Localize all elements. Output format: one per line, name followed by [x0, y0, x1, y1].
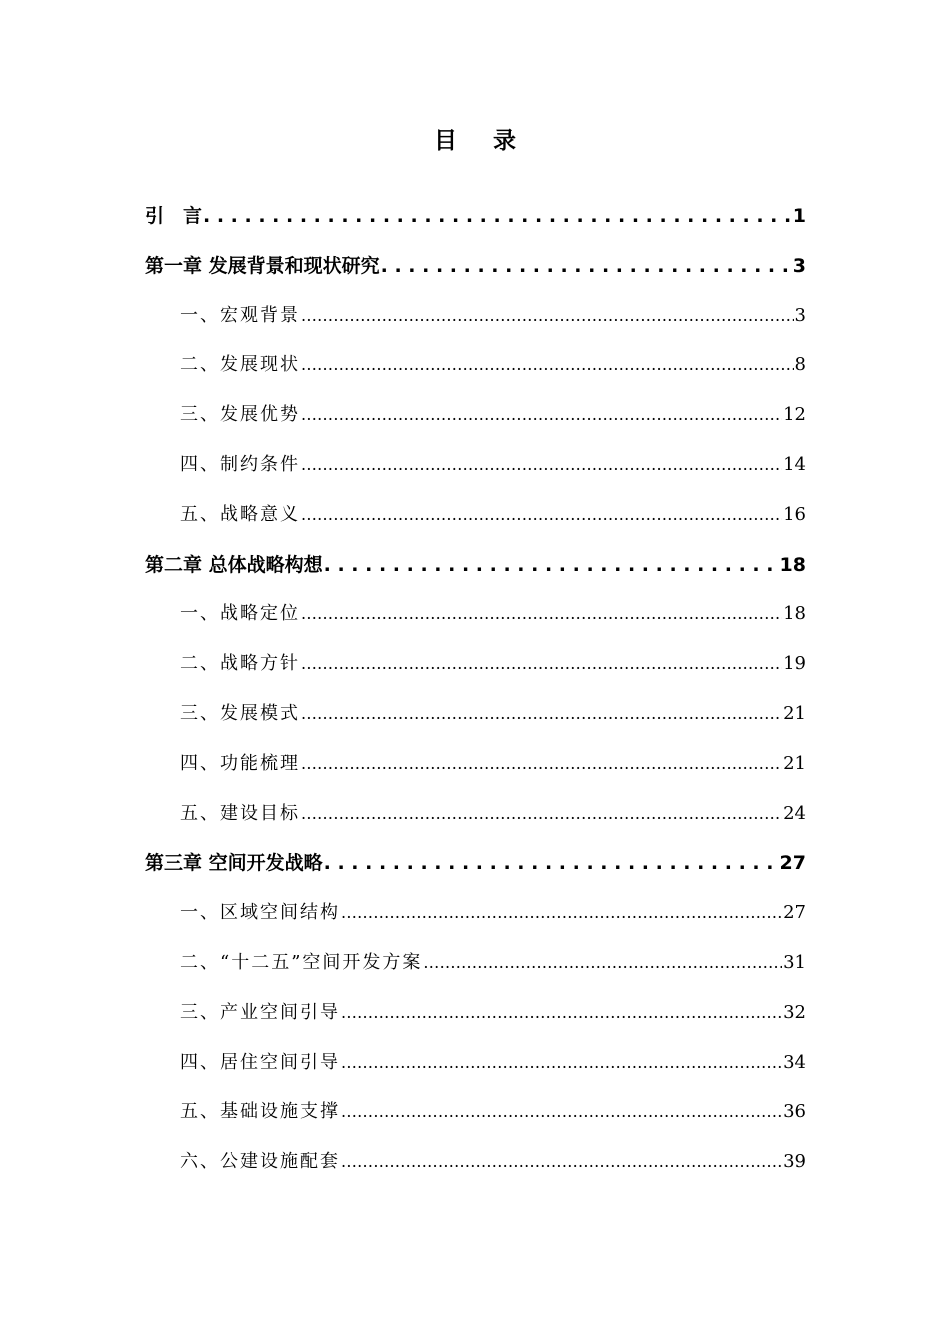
toc-entry-label: 五、建设目标 [180, 802, 300, 824]
toc-page-number: 18 [783, 603, 806, 625]
toc-page-number: 32 [783, 1001, 806, 1023]
table-of-contents [145, 199, 806, 1195]
toc-chapter-entry[interactable] [145, 249, 806, 299]
toc-dot-leader [203, 199, 792, 233]
toc-section-entry[interactable] [145, 597, 806, 647]
toc-dot-leader [301, 647, 782, 681]
toc-section-entry[interactable] [145, 697, 806, 747]
toc-section-entry[interactable] [145, 896, 806, 946]
toc-dot-leader [301, 498, 782, 532]
toc-entry-label: 三、产业空间引导 [180, 1001, 340, 1023]
toc-entry-label: 一、战略定位 [180, 603, 300, 625]
toc-section-entry[interactable] [145, 498, 806, 548]
toc-section-entry[interactable] [145, 946, 806, 996]
toc-dot-leader [341, 896, 782, 930]
toc-entry-label: 引 言 [145, 205, 203, 227]
toc-dot-leader [341, 1095, 782, 1129]
toc-dot-leader [341, 996, 782, 1030]
toc-section-entry[interactable] [145, 1046, 806, 1096]
toc-entry-label: 第二章 总体战略构想 [145, 553, 323, 576]
toc-dot-leader [324, 548, 779, 582]
toc-chapter-entry[interactable] [145, 548, 806, 598]
toc-chapter-entry[interactable] [145, 199, 806, 249]
toc-entry-label: 五、战略意义 [180, 503, 300, 525]
toc-section-entry[interactable] [145, 747, 806, 797]
toc-section-entry[interactable] [145, 348, 806, 398]
toc-section-entry[interactable] [145, 398, 806, 448]
toc-dot-leader [423, 946, 782, 980]
toc-entry-label: 四、制约条件 [180, 453, 300, 475]
toc-dot-leader [341, 1046, 782, 1080]
toc-section-entry[interactable] [145, 448, 806, 498]
toc-page-number: 8 [794, 354, 806, 376]
toc-page-number: 39 [783, 1151, 806, 1173]
toc-dot-leader [341, 1145, 782, 1179]
toc-dot-leader [301, 697, 782, 731]
toc-entry-label: 二、战略方针 [180, 653, 300, 675]
toc-entry-label: 一、区域空间结构 [180, 902, 340, 924]
toc-entry-label: 三、发展优势 [180, 404, 300, 426]
toc-page-number: 18 [779, 553, 806, 576]
toc-entry-label: 五、基础设施支撑 [180, 1101, 340, 1123]
toc-section-entry[interactable] [145, 1145, 806, 1195]
toc-page-number: 16 [783, 503, 806, 525]
toc-section-entry[interactable] [145, 996, 806, 1046]
toc-entry-label: 第一章 发展背景和现状研究 [145, 254, 380, 277]
toc-entry-label: 二、“十二五”空间开发方案 [180, 951, 423, 973]
toc-dot-leader [301, 448, 782, 482]
toc-dot-leader [301, 747, 782, 781]
toc-page-number: 19 [783, 653, 806, 675]
toc-page-number: 3 [792, 254, 806, 277]
page-title: 目 录 [433, 128, 530, 154]
toc-dot-leader [324, 846, 779, 880]
toc-page-number: 27 [779, 852, 806, 875]
toc-page-number: 12 [783, 404, 806, 426]
toc-page-number: 1 [792, 205, 806, 227]
toc-page-number: 31 [783, 951, 806, 973]
toc-chapter-entry[interactable] [145, 846, 806, 896]
toc-page-number: 27 [783, 902, 806, 924]
toc-page-number: 14 [783, 453, 806, 475]
toc-page-number: 3 [794, 304, 806, 326]
toc-entry-label: 二、发展现状 [180, 354, 300, 376]
toc-dot-leader [381, 249, 792, 283]
toc-section-entry[interactable] [145, 299, 806, 349]
toc-section-entry[interactable] [145, 1095, 806, 1145]
toc-entry-label: 六、公建设施配套 [180, 1151, 340, 1173]
toc-entry-label: 四、功能梳理 [180, 752, 300, 774]
toc-dot-leader [301, 398, 782, 432]
toc-page-number: 36 [783, 1101, 806, 1123]
toc-entry-label: 四、居住空间引导 [180, 1051, 340, 1073]
toc-entry-label: 第三章 空间开发战略 [145, 852, 323, 875]
toc-dot-leader [301, 597, 782, 631]
toc-section-entry[interactable] [145, 797, 806, 847]
toc-page-number: 21 [783, 752, 806, 774]
toc-dot-leader [301, 348, 794, 382]
toc-dot-leader [301, 299, 794, 333]
toc-entry-label: 三、发展模式 [180, 702, 300, 724]
toc-section-entry[interactable] [145, 647, 806, 697]
toc-page-number: 34 [783, 1051, 806, 1073]
toc-dot-leader [301, 797, 782, 831]
toc-entry-label: 一、宏观背景 [180, 304, 300, 326]
toc-page-number: 21 [783, 702, 806, 724]
toc-page-number: 24 [783, 802, 806, 824]
